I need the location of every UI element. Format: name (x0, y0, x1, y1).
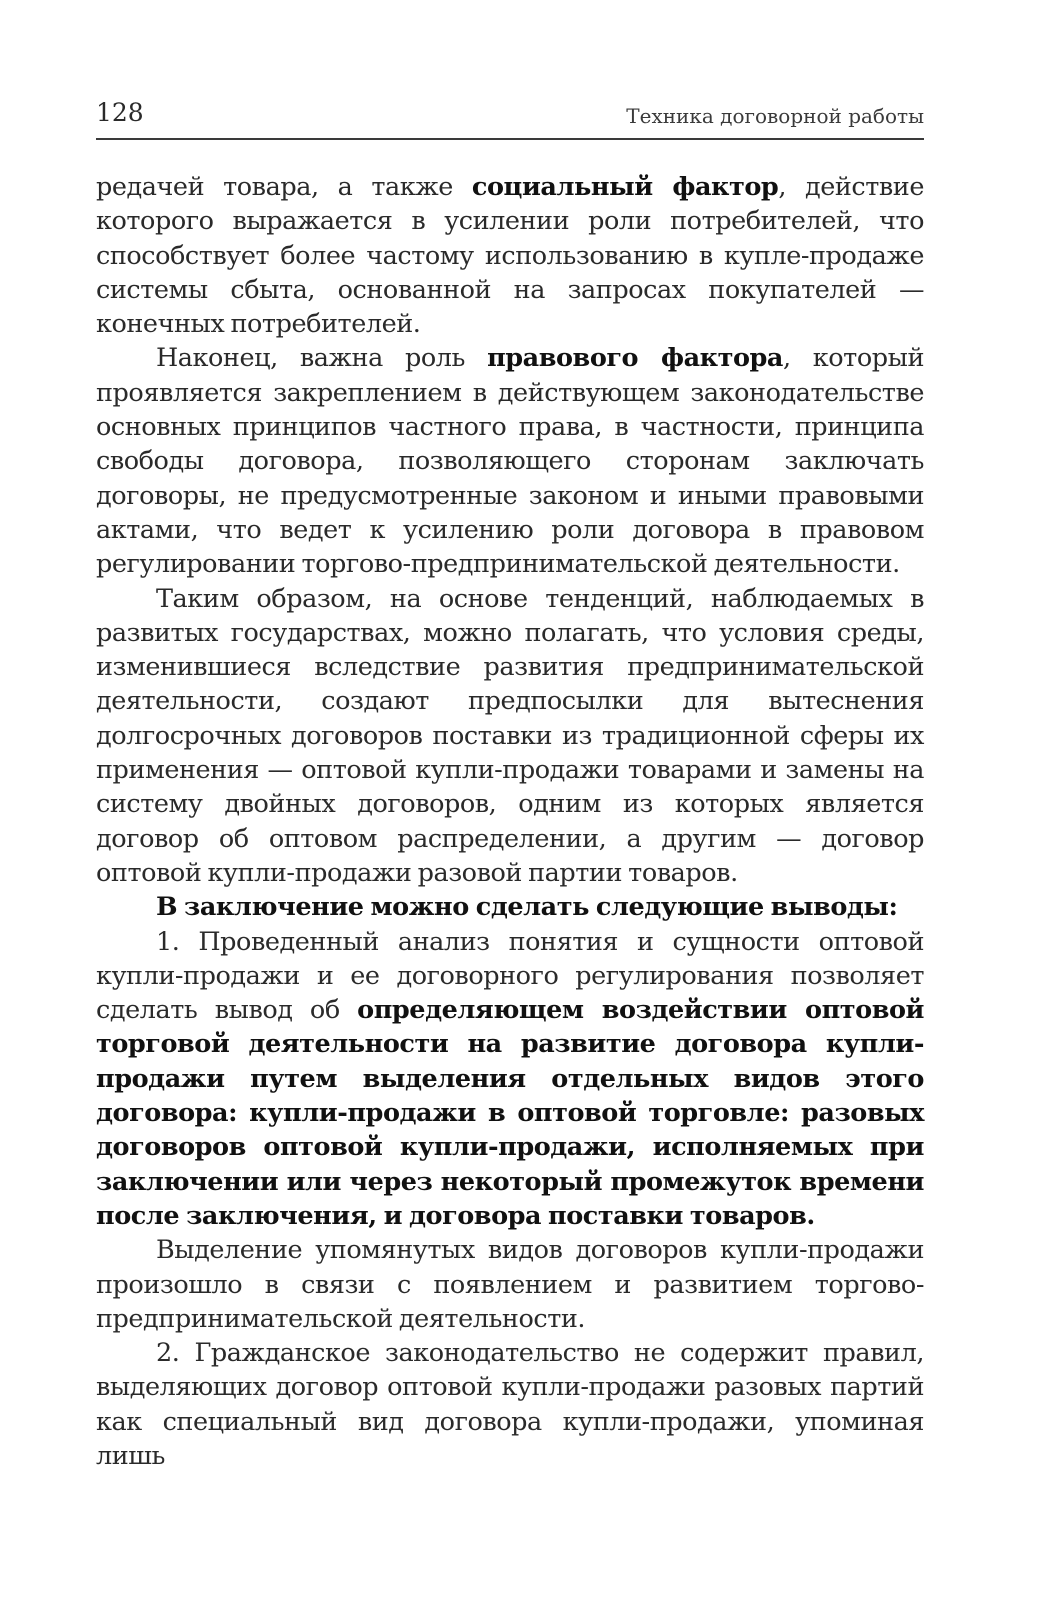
bold-term: социальный фактор (471, 172, 779, 202)
text-run: , действие которого выражается в усилении роли потребителей, что способствует более частому использованию в купле-продаже системы сбыта, основанной на запросах покупателей — конечных потребителей. (96, 172, 924, 340)
paragraph-tendencies: Таким образом, на основе тенденций, наблюдаемых в развитых государствах, можно полагать, что условия среды, изменившиеся вследствие развития предпринимательской деятельности, создают предпосылки для вытеснения долгосрочных договоров поставки из традиционной сферы их применения — оптовой купли-продажи товарами и замены на систему двойных договоров, одним из которых является договор об оптовом распределении, а другим — договор оптовой купли-продажи разовой партии товаров. (96, 583, 924, 888)
paragraph-conclusion-1 (96, 925, 924, 1234)
conclusions-heading: В заключение можно сделать следующие выводы: (156, 892, 898, 923)
paragraph-legal-factor (96, 341, 924, 581)
paragraph-social-factor (96, 170, 924, 341)
paragraph-types-origin: Выделение упомянутых видов договоров купли-продажи произошло в связи с появлением и развитием торгово-предпринимательской деятельности. (96, 1235, 924, 1334)
text-run: Наконец, важна роль (156, 343, 488, 374)
bold-statement: определяющем воздействии оптовой торговой деятельности на развитие договора купли-продажи путем выделения отдельных видов этого договора: купли-продажи в оптовой торговле: разовых договоров оптовой купли-продажи, исполняемых при заключении или через некоторый промежуток времени после заключения, и договора поставки товаров. (96, 995, 924, 1231)
page-header (96, 94, 924, 140)
text-run: редачей товара, а также (96, 172, 472, 202)
paragraph-conclusion-2: 2. Гражданское законодательство не содержит правил, выделяющих договор оптовой купли-продажи разовых партий как специальный вид договора купли-продажи, упоминая лишь (96, 1338, 924, 1471)
page-body (96, 170, 924, 1473)
bold-term: правового фактора (487, 343, 783, 374)
text-run: , который проявляется закреплением в действующем законодательстве основных принципов частного права, в частности, принципа свободы договора, позволяющего сторонам заключать договоры, не предусмотренные законом и иными правовыми актами, что ведет к усилению роли договора в правовом регулировании торгово-предпринимательской деятельности. (96, 343, 924, 580)
running-title: Техника договорной работы (626, 104, 924, 128)
page-number: 128 (96, 98, 144, 127)
text-run: 1. Проведенный анализ понятия и сущности оптовой купли-продажи и ее договорного регулирования позволяет сделать вывод об (96, 926, 924, 1026)
